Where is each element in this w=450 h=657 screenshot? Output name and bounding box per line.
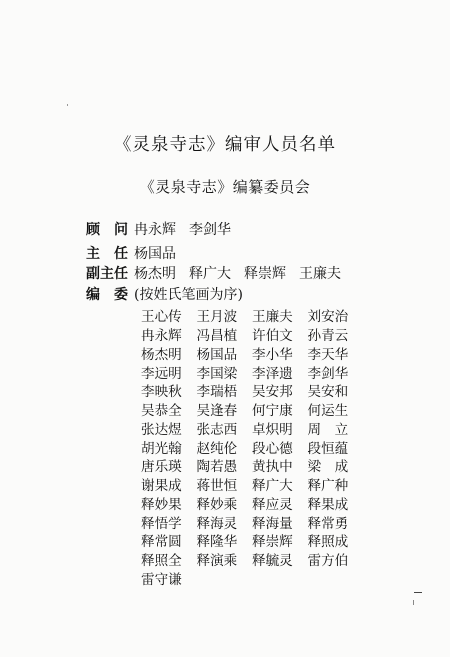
committee-member-name: 冯昌植 (196, 328, 238, 345)
committee-member-name: 雷方伯 (307, 553, 349, 570)
committee-member-name: 梁 成 (307, 459, 349, 476)
page-title: 《灵泉寺志》编审人员名单 (114, 135, 336, 155)
role-row-editorial-board (86, 284, 243, 304)
committee-member-name: 段心德 (252, 440, 293, 457)
committee-member-name: 李国梁 (196, 365, 238, 382)
role-names (134, 284, 243, 304)
committee-member-name: 李远明 (141, 365, 182, 382)
committee-member-name: 吴安邦 (252, 384, 293, 401)
committee-member-name: 王心传 (141, 309, 182, 326)
committee-row (141, 419, 431, 438)
committee-member-name: 王月波 (196, 309, 238, 326)
role-label: 顾 问 (86, 222, 128, 238)
committee-member-name: 张达煜 (141, 421, 182, 438)
committee-member-name: 释妙乘 (196, 496, 238, 513)
committee-row (141, 512, 431, 531)
committee-row (141, 344, 431, 363)
committee-row (141, 494, 431, 513)
role-row-director (86, 243, 176, 263)
committee-member-name: 释隆华 (196, 534, 238, 551)
committee-member-name: 许伯文 (252, 328, 293, 345)
committee-member-name: 蒋世恒 (196, 478, 238, 495)
committee-member-name: 谢果成 (141, 478, 182, 495)
role-names (134, 263, 341, 283)
committee-member-name: 释常勇 (307, 515, 349, 532)
committee-row (141, 306, 431, 325)
person-name: 杨国品 (134, 246, 176, 262)
committee-member-name: 释果成 (307, 496, 349, 513)
committee-member-name: 李小华 (252, 346, 293, 363)
committee-member-name: 雷守谦 (141, 571, 182, 588)
committee-member-name: 吴安和 (307, 384, 349, 401)
role-label: 主 任 (86, 246, 128, 262)
committee-member-name: 何宁康 (252, 403, 293, 420)
committee-member-name: 释海量 (252, 515, 293, 532)
committee-row (141, 362, 431, 381)
committee-row (141, 437, 431, 456)
committee-title: 《灵泉寺志》编纂委员会 (139, 178, 311, 196)
role-names (134, 219, 231, 239)
committee-row (141, 475, 431, 494)
committee-member-name: 张志西 (196, 421, 238, 438)
committee-member-name: 冉永辉 (141, 328, 182, 345)
committee-member-name: 释海灵 (196, 515, 238, 532)
role-label: 编 委 (86, 287, 128, 303)
role-row-advisor (86, 219, 231, 239)
committee-member-name: 李映秋 (141, 384, 182, 401)
committee-row (141, 531, 431, 550)
committee-member-name: 李泽遗 (252, 365, 293, 382)
role-label: 副主任 (86, 266, 128, 282)
committee-member-name: 释照全 (141, 553, 182, 570)
ordering-note: (按姓氏笔画为序) (134, 287, 243, 303)
committee-member-name: 杨杰明 (141, 346, 182, 363)
committee-member-name: 吴逢春 (196, 403, 238, 420)
committee-member-name: 卓炽明 (252, 421, 293, 438)
committee-member-name: 周 立 (307, 421, 349, 438)
committee-member-name: 释应灵 (252, 496, 293, 513)
role-row-deputy-director (86, 263, 341, 283)
committee-member-name: 释妙果 (141, 496, 182, 513)
committee-member-name: 陶若愚 (196, 459, 238, 476)
person-name: 冉永辉 (134, 222, 176, 238)
committee-member-name: 释广种 (307, 478, 349, 495)
committee-member-name: 释演乘 (196, 553, 238, 570)
committee-row (141, 456, 431, 475)
person-name: 释广大 (189, 266, 231, 282)
committee-member-name: 释悟学 (141, 515, 182, 532)
committee-member-name: 释毓灵 (252, 553, 293, 570)
committee-member-name: 唐乐瑛 (141, 459, 182, 476)
page-edge-mark (413, 600, 414, 605)
committee-member-name: 释常圆 (141, 534, 182, 551)
committee-member-name: 段恒蕴 (307, 440, 349, 457)
committee-row (141, 550, 431, 569)
committee-member-name: 李剑华 (307, 365, 349, 382)
committee-member-name: 吴恭全 (141, 403, 182, 420)
committee-member-name: 胡光翰 (141, 440, 182, 457)
committee-member-name: 杨国品 (196, 346, 238, 363)
speck (67, 104, 68, 106)
committee-member-name: 释广大 (252, 478, 293, 495)
committee-member-name: 李天华 (307, 346, 349, 363)
committee-row (141, 569, 431, 588)
committee-member-name: 何运生 (307, 403, 349, 420)
committee-member-name: 释照成 (307, 534, 349, 551)
committee-member-list (141, 306, 431, 587)
committee-member-name: 释崇辉 (252, 534, 293, 551)
committee-row (141, 400, 431, 419)
person-name: 王廉夫 (299, 266, 341, 282)
role-names (134, 243, 176, 263)
person-name: 杨杰明 (134, 266, 176, 282)
committee-member-name: 王廉夫 (252, 309, 293, 326)
person-name: 李剑华 (189, 222, 231, 238)
page-edge-mark (414, 592, 422, 593)
committee-row (141, 381, 431, 400)
committee-row (141, 325, 431, 344)
committee-member-name: 李瑞梧 (196, 384, 238, 401)
committee-member-name: 孙青云 (307, 328, 349, 345)
person-name: 释崇辉 (244, 266, 286, 282)
committee-member-name: 赵纯伦 (196, 440, 238, 457)
committee-member-name: 黄执中 (252, 459, 293, 476)
committee-member-name: 刘安治 (307, 309, 349, 326)
